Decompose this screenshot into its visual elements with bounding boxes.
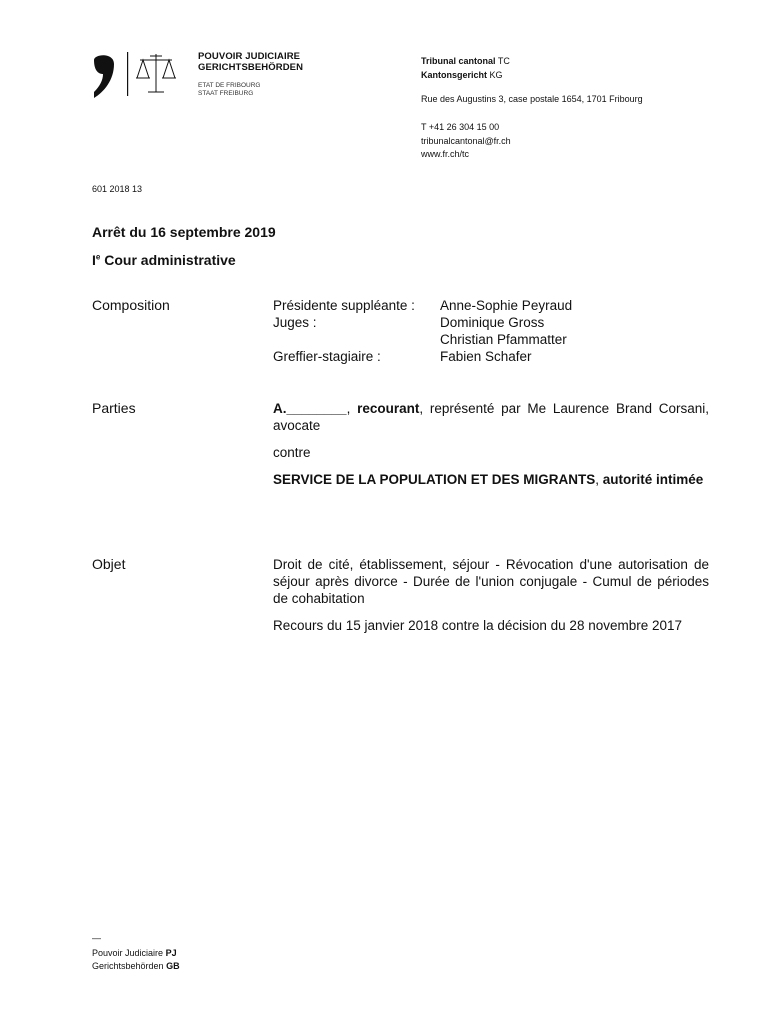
court-contact [421, 121, 511, 162]
scales-icon [136, 54, 176, 92]
footer-dash: — [92, 933, 101, 943]
org-name-fr: POUVOIR JUDICIAIRE [198, 51, 301, 62]
role-clerk: Greffier-stagiaire : [273, 349, 381, 364]
appellant-role: recourant [357, 401, 420, 416]
divider-bar [127, 52, 128, 96]
versus: contre [273, 445, 311, 460]
object-label: Objet [92, 556, 126, 572]
court-chamber-sup: e [95, 252, 101, 262]
footer-gb-text: Gerichtsbehörden [92, 961, 164, 971]
comma-mark [94, 55, 114, 98]
composition-roles [273, 297, 415, 365]
court-address: Rue des Augustins 3, case postale 1654, 1701 Fribourg [421, 94, 643, 104]
name-clerk: Fabien Schafer [440, 349, 532, 364]
phone: T +41 26 304 15 00 [421, 122, 500, 132]
respondent-name: SERVICE DE LA POPULATION ET DES MIGRANTS [273, 472, 596, 487]
object-appeal: Recours du 15 janvier 2018 contre la décision du 28 novembre 2017 [273, 618, 683, 633]
composition-label: Composition [92, 297, 170, 313]
org-state-fr: ETAT DE FRIBOURG [198, 82, 261, 89]
respondent-role: autorité intimée [602, 472, 704, 487]
parties-label: Parties [92, 400, 136, 416]
court-de: Kantonsgericht [421, 70, 488, 80]
court-chamber [92, 252, 236, 268]
court-chamber-prefix: I [92, 252, 96, 268]
footer-pj-text: Pouvoir Judiciaire [92, 948, 164, 958]
org-name [198, 51, 303, 73]
appellant-rest: , représenté par Me Laurence Brand Corsani, avocate [273, 401, 709, 433]
role-president: Présidente suppléante : [273, 298, 415, 313]
role-judges: Juges : [273, 315, 317, 330]
court-de-abbr: KG [489, 70, 503, 80]
org-state-de: STAAT FREIBURG [198, 90, 254, 97]
parties-block [273, 400, 709, 498]
appellant-name: A.________ [273, 401, 347, 416]
footer-gb-abbr: GB [166, 961, 180, 971]
name-judge-1: Dominique Gross [440, 315, 545, 330]
court-fr-abbr: TC [497, 56, 510, 66]
respondent: SERVICE DE LA POPULATION ET DES MIGRANTS, autorité intimée [273, 472, 704, 487]
name-judge-2: Christian Pfammatter [440, 332, 567, 347]
footer-pj-abbr: PJ [165, 948, 177, 958]
object-description: Droit de cité, établissement, séjour - Révocation d'une autorisation de séjour après divorce - Durée de l'union conjugale - Cumul de périodes de cohabitation [273, 557, 709, 606]
case-reference: 601 2018 13 [92, 184, 143, 194]
fribourg-justice-logo [92, 52, 182, 100]
judgment-title: Arrêt du 16 septembre 2019 [92, 224, 276, 240]
role-empty [273, 331, 415, 348]
website-link[interactable]: www.fr.ch/tc [421, 149, 470, 159]
name-president: Anne-Sophie Peyraud [440, 298, 573, 313]
court-header [421, 54, 510, 82]
org-state [198, 82, 260, 98]
court-chamber-name: Cour administrative [104, 252, 236, 268]
email-link[interactable]: tribunalcantonal@fr.ch [421, 135, 511, 146]
court-fr: Tribunal cantonal [421, 56, 496, 66]
org-name-de: GERICHTSBEHÖRDEN [198, 62, 304, 73]
composition-names [440, 297, 572, 365]
object-block [273, 556, 709, 644]
appellant: A.________, recourant, représenté par Me Laurence Brand Corsani, avocate [273, 401, 709, 433]
footer [92, 947, 180, 973]
